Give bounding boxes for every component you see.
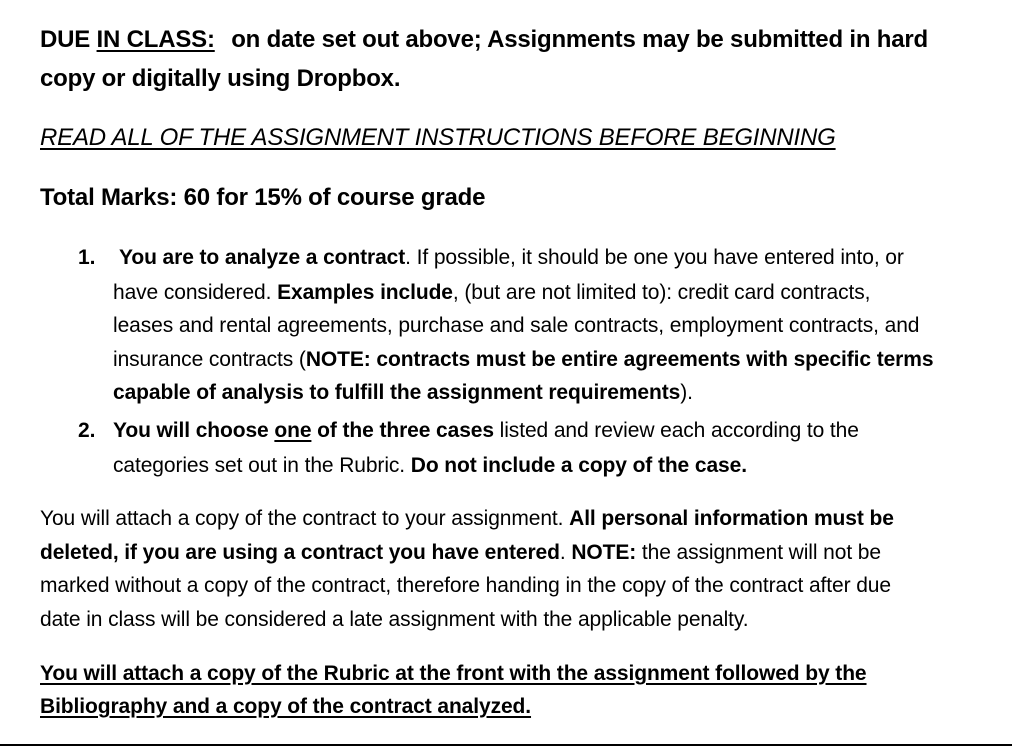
- due-line-1: [40, 26, 928, 54]
- bottom-rule: [0, 744, 1012, 746]
- due-line-1-text: on date set out above; Assignments may be submitted in hard: [231, 26, 928, 53]
- item-1-line-3: leases and rental agreements, purchase and sale contracts, employment contracts, and: [113, 314, 920, 337]
- attach-line-3: marked without a copy of the contract, therefore handing in the copy of the contract after due: [40, 574, 891, 597]
- in-class-label: IN CLASS:: [96, 26, 215, 53]
- item-1-line-2: have considered. Examples include, (but are not limited to): credit card contracts,: [113, 281, 871, 304]
- due-label: DUE: [40, 26, 91, 53]
- rubric-line-1: You will attach a copy of the Rubric at the front with the assignment followed by the: [40, 662, 867, 685]
- item-2-line-1: You will choose one of the three cases listed and review each according to the: [113, 419, 859, 442]
- attach-line-4: date in class will be considered a late assignment with the applicable penalty.: [40, 608, 749, 631]
- read-all-instructions: READ ALL OF THE ASSIGNMENT INSTRUCTIONS BEFORE BEGINNING: [40, 124, 836, 151]
- due-line-2: copy or digitally using Dropbox.: [40, 65, 401, 92]
- item-2-line-2: categories set out in the Rubric. Do not include a copy of the case.: [113, 454, 747, 477]
- rubric-line-2: Bibliography and a copy of the contract analyzed.: [40, 695, 532, 718]
- item-1-line-5: capable of analysis to fulfill the assignment requirements).: [113, 381, 693, 404]
- item-1-line-4: insurance contracts (NOTE: contracts must be entire agreements with specific terms: [113, 348, 934, 371]
- total-marks: Total Marks: 60 for 15% of course grade: [40, 184, 486, 211]
- item-2-number: 2.: [78, 419, 96, 442]
- item-1-line-1: You are to analyze a contract. If possible, it should be one you have entered into, or: [119, 246, 904, 269]
- item-1-number: 1.: [78, 246, 96, 269]
- attach-line-2: deleted, if you are using a contract you have entered. NOTE: the assignment will not be: [40, 541, 881, 564]
- attach-line-1: You will attach a copy of the contract to your assignment. All personal information must be: [40, 507, 894, 530]
